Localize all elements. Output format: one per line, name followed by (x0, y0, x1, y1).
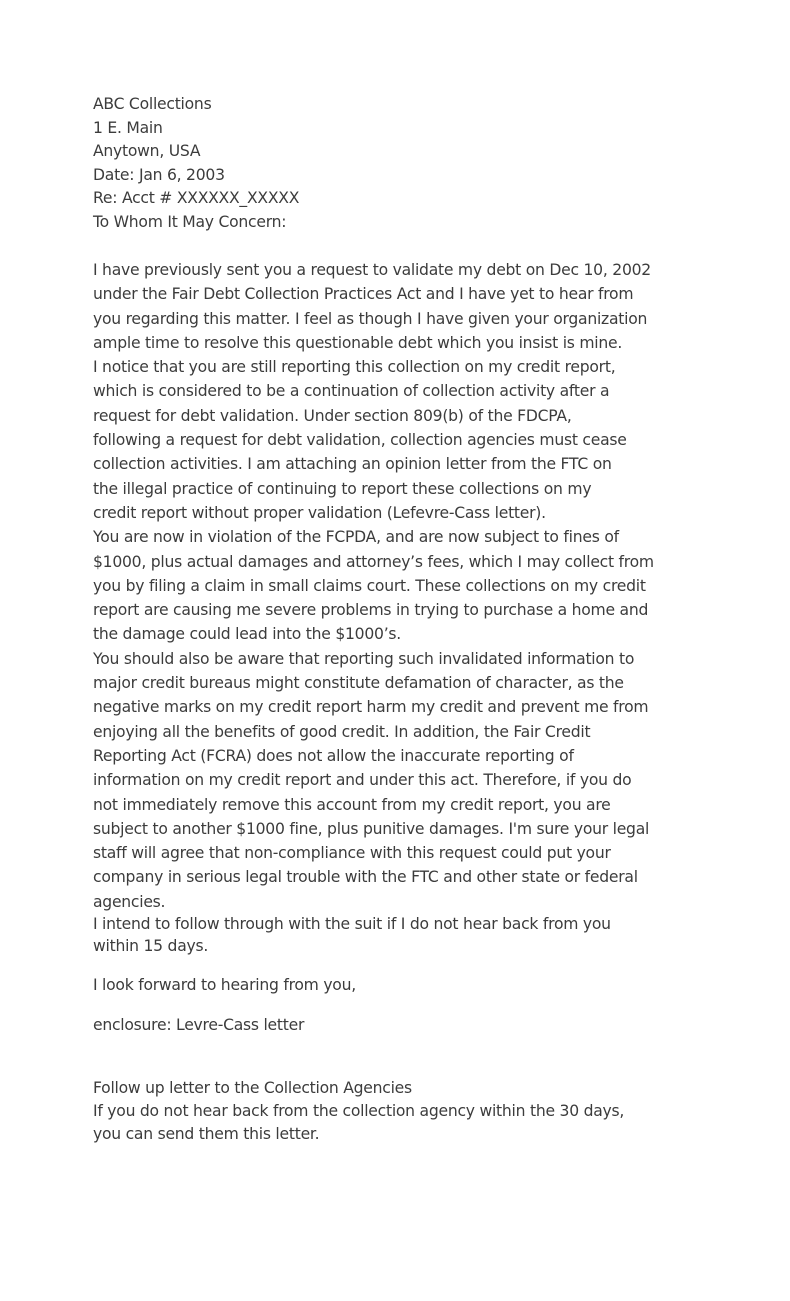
recipient-city: Anytown, USA (93, 142, 201, 160)
recipient-address-block (93, 93, 733, 234)
enclosure-block (93, 1013, 733, 1037)
spacer (93, 234, 733, 258)
body-line: the illegal practice of continuing to report these collections on my (93, 479, 592, 498)
body-line: under the Fair Debt Collection Practices Act and I have yet to hear from (93, 285, 634, 304)
salutation: To Whom It May Concern: (93, 212, 287, 231)
letter-body (93, 258, 733, 914)
body-line: negative marks on my credit report harm my credit and prevent me from (93, 698, 649, 717)
body-line: I have previously sent you a request to validate my debt on Dec 10, 2002 (93, 261, 651, 279)
body-line: report are causing me severe problems in trying to purchase a home and (93, 601, 649, 620)
body-line: information on my credit report and under this act. Therefore, if you do (93, 771, 632, 790)
followup-note (93, 1077, 733, 1146)
body-line: subject to another $1000 fine, plus punitive damages. I'm sure your legal (93, 819, 650, 838)
body-line: enjoying all the benefits of good credit. In addition, the Fair Credit (93, 722, 591, 741)
body-line: collection activities. I am attaching an opinion letter from the FTC on (93, 455, 612, 474)
body-line: You are now in violation of the FCPDA, and are now subject to fines of (93, 528, 619, 547)
body-line: the damage could lead into the $1000’s. (93, 625, 401, 644)
followup-line: you can send them this letter. (93, 1124, 320, 1143)
recipient-name: ABC Collections (93, 95, 212, 113)
body-line: company in serious legal trouble with the FTC and other state or federal (93, 868, 638, 887)
body-line: major credit bureaus might constitute defamation of character, as the (93, 674, 624, 693)
closing-line: I look forward to hearing from you, (93, 976, 356, 995)
body-line: I notice that you are still reporting this collection on my credit report, (93, 358, 616, 377)
body-line: you by filing a claim in small claims court. These collections on my credit (93, 576, 646, 595)
followup-line: If you do not hear back from the collection agency within the 30 days, (93, 1101, 625, 1120)
final-paragraph (93, 914, 733, 957)
body-line: credit report without proper validation (Lefevre-Cass letter). (93, 503, 546, 522)
body-line: you regarding this matter. I feel as though I have given your organization (93, 309, 648, 328)
body-line: staff will agree that non-compliance with this request could put your (93, 844, 611, 863)
body-line: within 15 days. (93, 936, 209, 955)
body-line: Reporting Act (FCRA) does not allow the inaccurate reporting of (93, 746, 574, 765)
body-line: agencies. (93, 892, 166, 911)
body-line: not immediately remove this account from my credit report, you are (93, 795, 611, 814)
letter-date: Date: Jan 6, 2003 (93, 165, 225, 184)
account-reference: Re: Acct # XXXXXX_XXXXX (93, 189, 300, 207)
recipient-street: 1 E. Main (93, 118, 163, 137)
body-line: ample time to resolve this questionable debt which you insist is mine. (93, 333, 623, 352)
body-line: $1000, plus actual damages and attorney’s fees, which I may collect from (93, 552, 654, 571)
letter-document (93, 93, 733, 1146)
body-line: which is considered to be a continuation of collection activity after a (93, 382, 610, 401)
followup-title: Follow up letter to the Collection Agencies (93, 1078, 412, 1097)
body-line: I intend to follow through with the suit if I do not hear back from you (93, 915, 611, 934)
body-line: request for debt validation. Under section 809(b) of the FDCPA, (93, 406, 572, 425)
body-line: You should also be aware that reporting such invalidated information to (93, 649, 635, 668)
enclosure-line: enclosure: Levre-Cass letter (93, 1016, 305, 1035)
closing-block (93, 973, 733, 997)
body-line: following a request for debt validation, collection agencies must cease (93, 431, 627, 450)
